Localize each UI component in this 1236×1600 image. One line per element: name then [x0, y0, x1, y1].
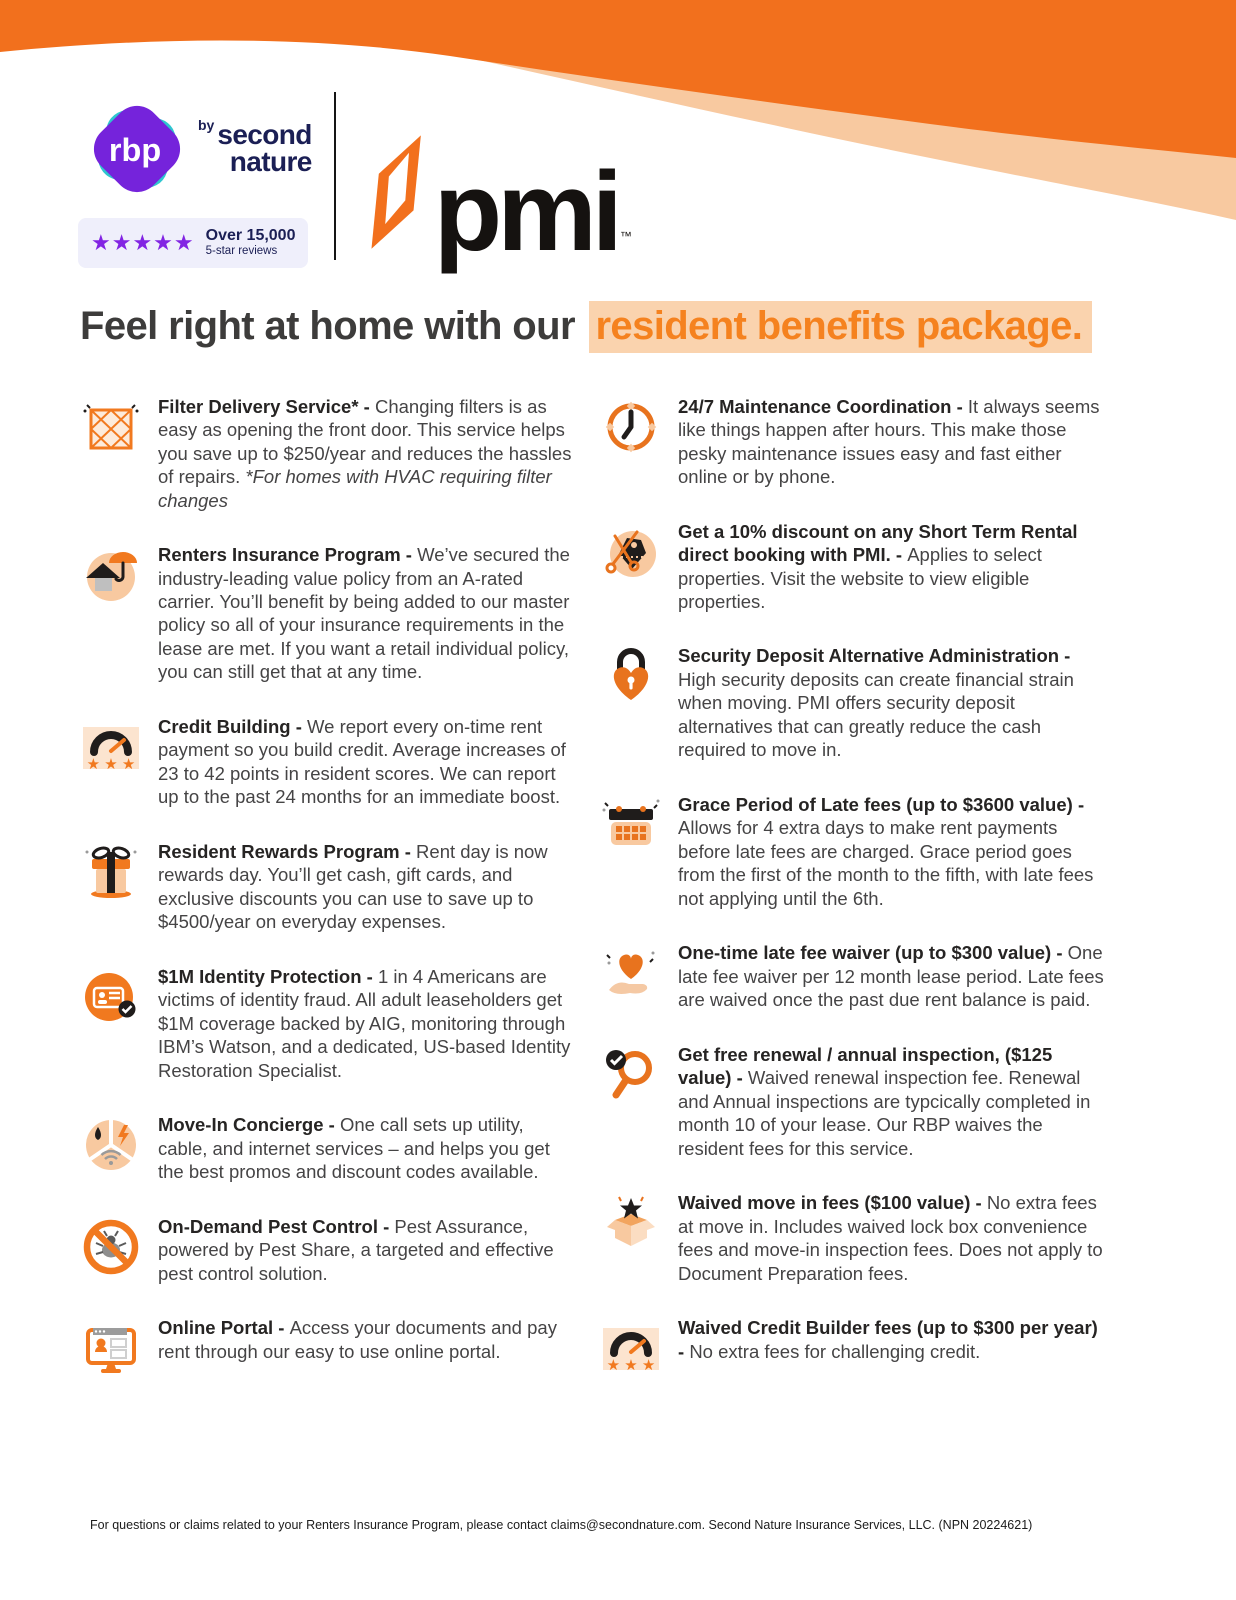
benefit-move-in-concierge	[80, 1113, 572, 1183]
benefit-title: 24/7 Maintenance Coordination -	[678, 395, 968, 417]
benefit-desc: Rent day is now rewards day. You’ll get cash, gift cards, and exclusive discounts you can use to save up to $4500/year on everyday expenses.	[158, 840, 548, 933]
filter-icon	[80, 395, 142, 512]
benefits-left-column	[80, 395, 572, 1410]
benefit-desc: Pest Assurance, powered by Pest Share, a targeted and effective pest control solution.	[158, 1215, 554, 1284]
benefit-title: Waived Credit Builder fees (up to $300 per year) -	[678, 1317, 1098, 1362]
svg-text:★ ★ ★: ★ ★ ★	[86, 755, 136, 773]
open-box-star-icon	[600, 1191, 662, 1285]
id-card-icon	[80, 965, 142, 1082]
benefit-desc: Allows for 4 extra days to make rent payments before late fees are charged. Grace period goes from the first of the month to the fifth, with late fees not applying until the 6th.	[678, 817, 1094, 909]
benefit-waived-credit-builder-fees	[600, 1316, 1108, 1378]
benefit-title: Get free renewal / annual inspection, ($125 value) -	[678, 1043, 1053, 1089]
benefit-resident-rewards	[80, 840, 572, 934]
benefit-pest-control	[80, 1215, 572, 1285]
benefit-desc: Waived renewal inspection fee. Renewal and Annual inspections are typcically completed in month 10 of your lease. Our RBP waives the resident fees for this service.	[678, 1067, 1091, 1159]
benefit-maintenance-coordination	[600, 395, 1108, 489]
benefit-title: Grace Period of Late fees (up to $3600 value) -	[678, 793, 1085, 815]
benefit-title: Get a 10% discount on any Short Term Rental direct booking with PMI. -	[678, 520, 1078, 566]
benefit-title: One-time late fee waiver (up to $300 value) -	[678, 942, 1068, 964]
benefit-desc: No extra fees for challenging credit.	[689, 1340, 981, 1362]
benefit-desc: Access your documents and pay rent through our easy to use online portal.	[158, 1317, 557, 1362]
benefit-desc: No extra fees at move in. Includes waived lock box convenience fees and move-in inspection fees. Does not apply to Document Preparation fees.	[678, 1192, 1103, 1284]
logo-divider	[334, 92, 336, 260]
benefit-title: Waived move in fees ($100 value) -	[678, 1192, 987, 1214]
benefits-right-column	[600, 395, 1108, 1410]
svg-text:★ ★ ★: ★ ★ ★	[606, 1357, 656, 1375]
benefit-desc: It always seems like things happen after hours. This make those pesky maintenance issues easy and fast either online or by phone.	[678, 395, 1100, 488]
benefit-renters-insurance	[80, 543, 572, 684]
benefit-security-deposit-alternative	[600, 644, 1108, 761]
benefit-desc: 1 in 4 Americans are victims of identity fraud. All adult leaseholders get $1M coverage backed by AIG, monitoring through IBM’s Watson, and a dedicated, US-based Identity Restoration Specialist.	[158, 965, 571, 1081]
benefit-desc: One late fee waiver per 12 month lease period. Late fees are waived once the past due rent balance is paid.	[678, 942, 1104, 1011]
benefit-grace-period	[600, 793, 1108, 910]
headline-highlight: resident benefits package.	[589, 301, 1092, 353]
headline-prefix: Feel right at home with our	[80, 303, 575, 348]
reviews-count: Over 15,000	[205, 227, 296, 244]
benefit-title: On-Demand Pest Control -	[158, 1215, 395, 1237]
reviews-badge	[78, 218, 308, 268]
second-nature-wordmark	[198, 116, 312, 177]
benefit-title: Move-In Concierge -	[158, 1114, 340, 1136]
gift-icon	[80, 840, 142, 934]
rbp-logo-block	[78, 90, 312, 268]
monitor-icon	[80, 1316, 142, 1378]
benefit-desc: We’ve secured the industry-leading value policy from an A-rated carrier. You’ll benefit by being added to our master policy so all of your insurance requirements in the lease are met. If you want a retail individual policy, you can still get that at any time.	[158, 544, 570, 683]
heart-lock-icon	[600, 644, 662, 761]
benefit-title: Filter Delivery Service* -	[158, 395, 375, 417]
benefit-free-inspection	[600, 1043, 1108, 1160]
benefit-title: Credit Building -	[158, 715, 308, 737]
page-title	[80, 304, 1236, 349]
brand-second: second	[217, 118, 312, 150]
header-logos	[0, 0, 1236, 274]
calendar-icon	[600, 793, 662, 910]
benefit-desc: Changing filters is as easy as opening the front door. This service helps you save up to $250/year and reduces the hassles of repairs.	[158, 395, 572, 488]
benefit-late-fee-waiver	[600, 941, 1108, 1011]
benefit-desc: High security deposits can create financial strain when moving. PMI offers security deposit alternatives that can greatly reduce the cash required to move in.	[678, 668, 1074, 761]
brand-nature: nature	[229, 145, 312, 177]
benefit-desc: One call sets up utility, cable, and internet services – and helps you get the best promos and discount codes available.	[158, 1114, 550, 1183]
reviews-label: 5-star reviews	[205, 245, 278, 258]
benefit-identity-protection	[80, 965, 572, 1082]
benefit-title: $1M Identity Protection -	[158, 965, 378, 987]
clock-icon	[600, 395, 662, 489]
umbrella-home-icon	[80, 543, 142, 684]
pmi-wordmark: pmi	[433, 148, 618, 274]
benefit-title: Renters Insurance Program -	[158, 544, 418, 566]
by-label: by	[198, 116, 215, 133]
benefit-waived-move-in-fees	[600, 1191, 1108, 1285]
benefit-title: Security Deposit Alternative Administration -	[678, 645, 1071, 667]
benefit-str-discount	[600, 520, 1108, 614]
magnifier-check-icon	[600, 1043, 662, 1160]
tag-scissors-icon	[600, 520, 662, 614]
hand-heart-icon	[600, 941, 662, 1011]
benefit-desc: Applies to select properties. Visit the website to view eligible properties.	[678, 544, 1042, 612]
pmi-flag-icon	[366, 132, 430, 254]
benefit-filter-delivery-service	[80, 395, 572, 512]
benefit-online-portal	[80, 1316, 572, 1378]
benefit-title: Resident Rewards Program -	[158, 840, 417, 862]
five-stars-icon: ★★★★★	[91, 229, 195, 255]
benefit-credit-building	[80, 715, 572, 809]
credit-gauge-icon	[600, 1316, 662, 1378]
pmi-trademark: ™	[619, 229, 632, 243]
rbp-logo-icon	[78, 90, 196, 208]
benefit-desc: We report every on-time rent payment so you build credit. Average increases of 23 to 42 points in resident scores. We can report up to the past 24 months for an immediate boost.	[158, 715, 566, 808]
credit-gauge-icon	[80, 715, 142, 809]
pmi-logo-block	[366, 132, 632, 274]
footer-disclaimer: For questions or claims related to your Renters Insurance Program, please contact claims@secondnature.com. Second Nature Insurance Services, LLC. (NPN 20224621)	[90, 1518, 1033, 1532]
benefits-grid	[80, 395, 1176, 1410]
utilities-icon	[80, 1113, 142, 1183]
svg-text:rbp: rbp	[108, 131, 162, 168]
benefit-title: Online Portal -	[158, 1317, 290, 1339]
no-pests-icon	[80, 1215, 142, 1285]
benefit-note: *For homes with HVAC requiring filter changes	[158, 466, 552, 511]
